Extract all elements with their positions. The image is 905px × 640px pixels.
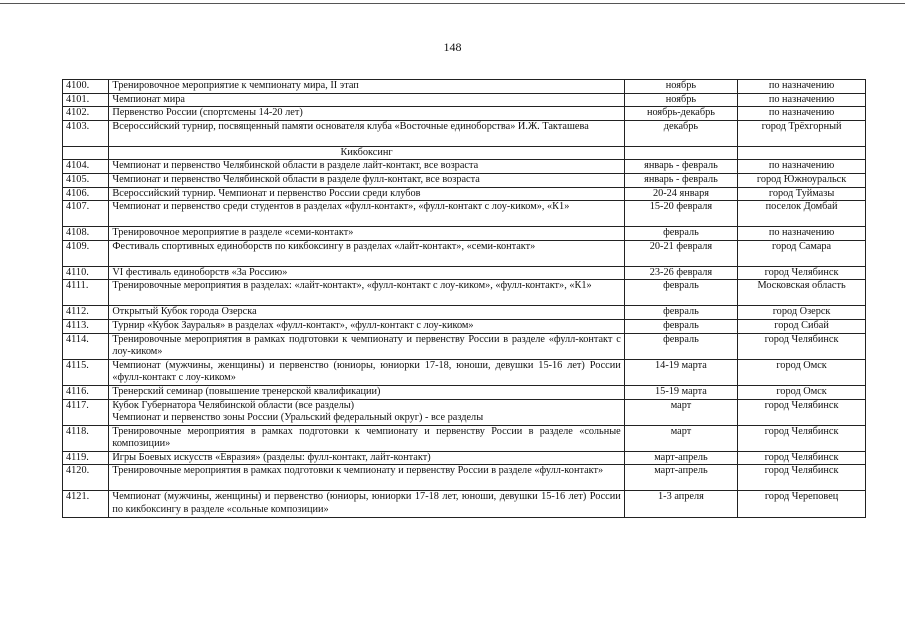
event-date: 1-3 апреля bbox=[624, 491, 737, 517]
row-number: 4115. bbox=[63, 359, 109, 385]
event-place: город Туймазы bbox=[738, 187, 866, 201]
event-date: 14-19 марта bbox=[624, 359, 737, 385]
row-number: 4118. bbox=[63, 425, 109, 451]
row-number: 4116. bbox=[63, 385, 109, 399]
event-date: февраль bbox=[624, 306, 737, 320]
event-date: март-апрель bbox=[624, 465, 737, 491]
event-date: 20-24 января bbox=[624, 187, 737, 201]
event-name: Первенство России (спортсмены 14-20 лет) bbox=[109, 107, 624, 121]
event-date: январь - февраль bbox=[624, 173, 737, 187]
table-row bbox=[63, 227, 866, 241]
event-date: январь - февраль bbox=[624, 160, 737, 174]
event-place-empty bbox=[738, 146, 866, 160]
event-name: VI фестиваль единоборств «За Россию» bbox=[109, 266, 624, 280]
event-place: город Трёхгорный bbox=[738, 120, 866, 146]
table-row bbox=[63, 173, 866, 187]
section-row bbox=[63, 146, 866, 160]
event-date: февраль bbox=[624, 280, 737, 306]
row-number: 4111. bbox=[63, 280, 109, 306]
event-date: 15-19 марта bbox=[624, 385, 737, 399]
row-number: 4120. bbox=[63, 465, 109, 491]
row-number: 4117. bbox=[63, 399, 109, 425]
event-date: февраль bbox=[624, 227, 737, 241]
event-name: Тренерский семинар (повышение тренерской квалификации) bbox=[109, 385, 624, 399]
table-row bbox=[63, 465, 866, 491]
table-row bbox=[63, 280, 866, 306]
row-number: 4107. bbox=[63, 201, 109, 227]
event-place: Московская область bbox=[738, 280, 866, 306]
event-date: ноябрь-декабрь bbox=[624, 107, 737, 121]
top-border-line bbox=[0, 3, 905, 4]
event-name: Тренировочное мероприятие к чемпионату мира, II этап bbox=[109, 80, 624, 94]
event-name: Тренировочные мероприятия в рамках подготовки к чемпионату и первенству России в разделе «фулл-контакт» bbox=[109, 465, 624, 491]
event-place: город Челябинск bbox=[738, 465, 866, 491]
event-date: 20-21 февраля bbox=[624, 240, 737, 266]
table-row bbox=[63, 333, 866, 359]
table-row bbox=[63, 399, 866, 425]
event-place: по назначению bbox=[738, 160, 866, 174]
event-date: февраль bbox=[624, 319, 737, 333]
event-date: март-апрель bbox=[624, 451, 737, 465]
row-number: 4121. bbox=[63, 491, 109, 517]
event-date: февраль bbox=[624, 333, 737, 359]
row-number: 4101. bbox=[63, 93, 109, 107]
event-name: Всероссийский турнир, посвященный памяти основателя клуба «Восточные единоборства» И.Ж. Такташева bbox=[109, 120, 624, 146]
table-row bbox=[63, 491, 866, 517]
event-name: Тренировочные мероприятия в разделах: «лайт-контакт», «фулл-контакт с лоу-киком», «фулл-контакт», «К1» bbox=[109, 280, 624, 306]
event-name: Чемпионат и первенство Челябинской области в разделе лайт-контакт, все возраста bbox=[109, 160, 624, 174]
event-name: Тренировочное мероприятие в разделе «семи-контакт» bbox=[109, 227, 624, 241]
event-place: город Омск bbox=[738, 359, 866, 385]
event-name-line-1: Кубок Губернатора Челябинской области (все разделы) bbox=[112, 399, 355, 411]
event-name: Тренировочные мероприятия в рамках подготовки к чемпионату и первенству России в разделе «сольные композиции» bbox=[109, 425, 624, 451]
event-name: Чемпионат (мужчины, женщины) и первенство (юниоры, юниорки 17-18 лет, юноши, девушки 15-16 лет) России по кикбоксингу в разделе «сольные композиции» bbox=[109, 491, 624, 517]
table-row bbox=[63, 201, 866, 227]
event-place: город Челябинск bbox=[738, 425, 866, 451]
row-number: 4108. bbox=[63, 227, 109, 241]
row-number: 4119. bbox=[63, 451, 109, 465]
event-name bbox=[109, 399, 624, 425]
event-name: Чемпионат мира bbox=[109, 93, 624, 107]
event-date: 23-26 февраля bbox=[624, 266, 737, 280]
event-place: город Челябинск bbox=[738, 266, 866, 280]
table-row bbox=[63, 107, 866, 121]
row-number: 4109. bbox=[63, 240, 109, 266]
table-row bbox=[63, 425, 866, 451]
table-row bbox=[63, 240, 866, 266]
event-place: город Челябинск bbox=[738, 451, 866, 465]
event-date-empty bbox=[624, 146, 737, 160]
event-name-line-2: Чемпионат и первенство зоны России (Уральский федеральный округ) - все разделы bbox=[112, 412, 484, 424]
row-number-empty bbox=[63, 146, 109, 160]
row-number: 4114. bbox=[63, 333, 109, 359]
event-date: декабрь bbox=[624, 120, 737, 146]
table-row bbox=[63, 359, 866, 385]
section-heading: Кикбоксинг bbox=[109, 146, 624, 160]
event-place: город Омск bbox=[738, 385, 866, 399]
event-place: город Самара bbox=[738, 240, 866, 266]
row-number: 4112. bbox=[63, 306, 109, 320]
row-number: 4103. bbox=[63, 120, 109, 146]
table-row bbox=[63, 120, 866, 146]
event-place: город Челябинск bbox=[738, 399, 866, 425]
event-name: Всероссийский турнир. Чемпионат и первенство России среди клубов bbox=[109, 187, 624, 201]
event-date: 15-20 февраля bbox=[624, 201, 737, 227]
event-place: по назначению bbox=[738, 80, 866, 94]
event-place: поселок Домбай bbox=[738, 201, 866, 227]
event-name: Фестиваль спортивных единоборств по кикбоксингу в разделах «лайт-контакт», «семи-контакт» bbox=[109, 240, 624, 266]
event-date: март bbox=[624, 425, 737, 451]
page-number: 148 bbox=[443, 40, 462, 54]
event-name: Открытый Кубок города Озерска bbox=[109, 306, 624, 320]
row-number: 4113. bbox=[63, 319, 109, 333]
event-place: город Озерск bbox=[738, 306, 866, 320]
event-place: по назначению bbox=[738, 107, 866, 121]
row-number: 4110. bbox=[63, 266, 109, 280]
schedule-table bbox=[62, 79, 866, 518]
event-name: Игры Боевых искусств «Евразия» (разделы: фулл-контакт, лайт-контакт) bbox=[109, 451, 624, 465]
event-date: ноябрь bbox=[624, 93, 737, 107]
table-row bbox=[63, 385, 866, 399]
event-name: Чемпионат (мужчины, женщины) и первенство (юниоры, юниорки 17-18, юноши, девушки 15-16 лет) России «фулл-контакт с лоу-киком» bbox=[109, 359, 624, 385]
event-place: город Южноуральск bbox=[738, 173, 866, 187]
row-number: 4106. bbox=[63, 187, 109, 201]
table-row bbox=[63, 93, 866, 107]
event-place: город Череповец bbox=[738, 491, 866, 517]
table-row bbox=[63, 187, 866, 201]
row-number: 4105. bbox=[63, 173, 109, 187]
event-place: город Сибай bbox=[738, 319, 866, 333]
event-place: по назначению bbox=[738, 227, 866, 241]
table-row bbox=[63, 266, 866, 280]
table-row bbox=[63, 160, 866, 174]
table-row bbox=[63, 306, 866, 320]
table-row bbox=[63, 80, 866, 94]
row-number: 4104. bbox=[63, 160, 109, 174]
event-name: Чемпионат и первенство Челябинской области в разделе фулл-контакт, все возраста bbox=[109, 173, 624, 187]
table-row bbox=[63, 319, 866, 333]
event-name: Чемпионат и первенство среди студентов в разделах «фулл-контакт», «фулл-контакт с лоу-киком», «К1» bbox=[109, 201, 624, 227]
event-name: Тренировочные мероприятия в рамках подготовки к чемпионату и первенству России в разделе «фулл-контакт с лоу-киком» bbox=[109, 333, 624, 359]
event-place: по назначению bbox=[738, 93, 866, 107]
row-number: 4100. bbox=[63, 80, 109, 94]
event-name: Турнир «Кубок Зауралья» в разделах «фулл-контакт», «фулл-контакт с лоу-киком» bbox=[109, 319, 624, 333]
event-date: ноябрь bbox=[624, 80, 737, 94]
event-place: город Челябинск bbox=[738, 333, 866, 359]
event-date: март bbox=[624, 399, 737, 425]
row-number: 4102. bbox=[63, 107, 109, 121]
table-row bbox=[63, 451, 866, 465]
